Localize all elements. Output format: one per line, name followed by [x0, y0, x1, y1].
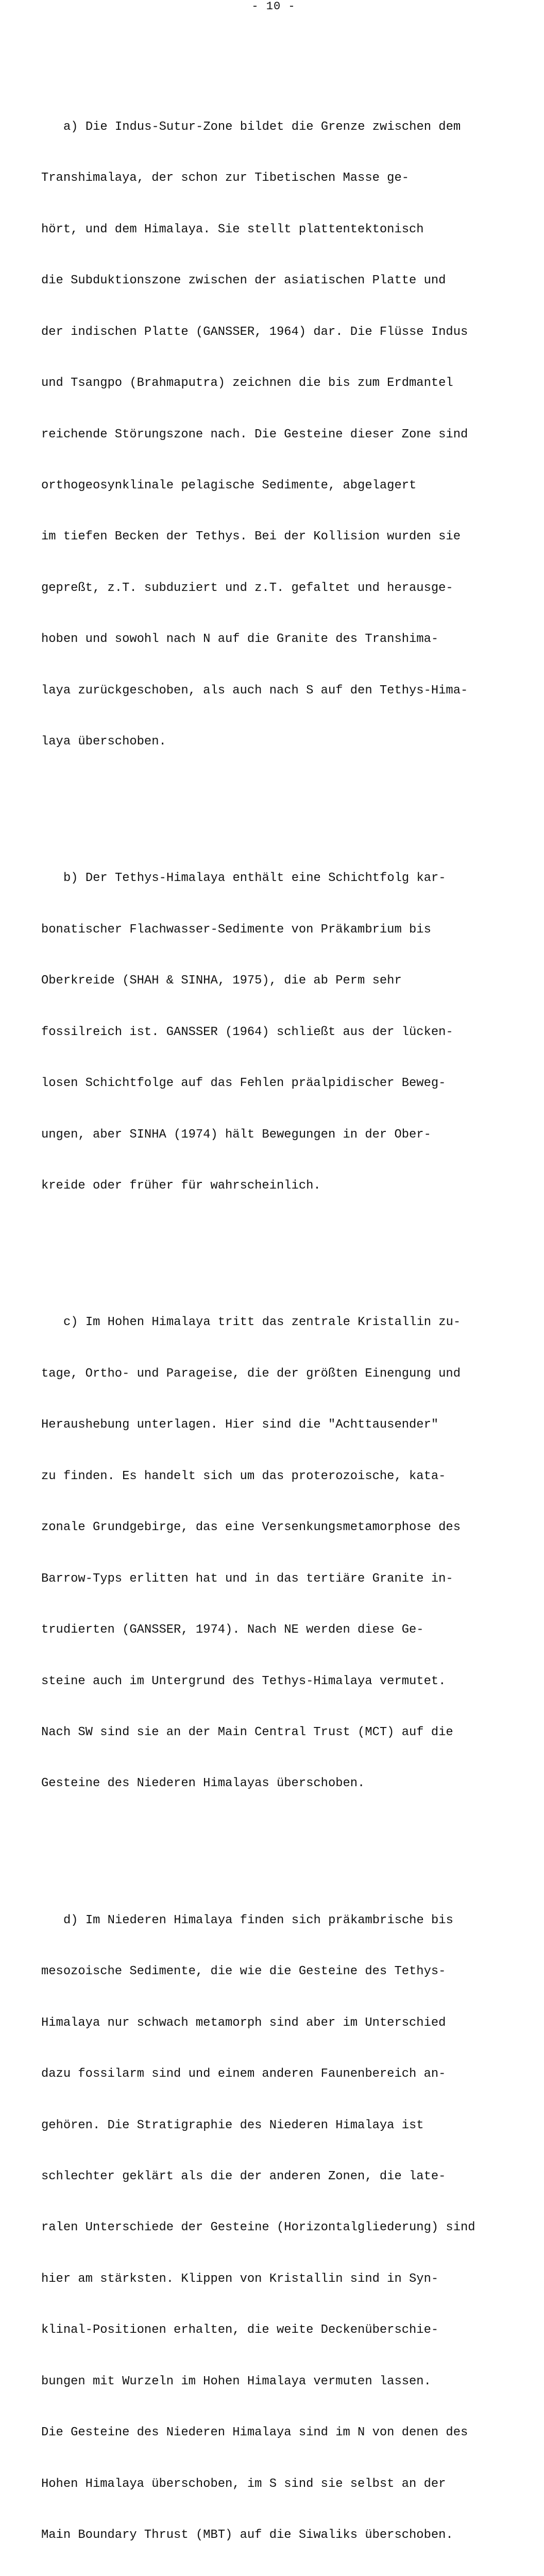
text-line: Die Gesteine des Niederen Himalaya sind im N von denen des [41, 2426, 468, 2440]
text-line: losen Schichtfolge auf das Fehlen präalpidischer Beweg- [41, 1076, 446, 1091]
text-line: Gesteine des Niederen Himalayas überschoben. [41, 1776, 365, 1791]
text-line: bungen mit Wurzeln im Hohen Himalaya vermuten lassen. [41, 2374, 431, 2388]
text-line: Nach SW sind sie an der Main Central Trust (MCT) auf die [41, 1725, 453, 1740]
text-line: hört, und dem Himalaya. Sie stellt plattentektonisch [41, 222, 424, 236]
text-line: tage, Ortho- und Parageise, die der größten Einengung und [41, 1366, 461, 1381]
text-line: Heraushebung unterlagen. Hier sind die "Achttausender" [41, 1418, 439, 1432]
text-line: Oberkreide (SHAH & SINHA, 1975), die ab Perm sehr [41, 974, 402, 988]
text-line: trudierten (GANSSER, 1974). Nach NE werden diese Ge- [41, 1623, 424, 1637]
text-line: schlechter geklärt als die der anderen Zonen, die late- [41, 2169, 446, 2183]
text-line: bonatischer Flachwasser-Sedimente von Präkambrium bis [41, 922, 431, 937]
text-line: klinal-Positionen erhalten, die weite Deckenüberschie- [41, 2323, 439, 2337]
text-line: Hohen Himalaya überschoben, im S sind sie selbst an der [41, 2477, 446, 2491]
page-number: - 10 - [251, 0, 296, 13]
text-line: Transhimalaya, der schon zur Tibetischen Masse ge- [41, 171, 410, 185]
text-line: ralen Unterschiede der Gesteine (Horizontalgliederung) sind [41, 2221, 475, 2235]
text-line: laya zurückgeschoben, als auch nach S auf den Tethys-Hima- [41, 683, 468, 698]
text-line: hier am stärksten. Klippen von Kristallin sind in Syn- [41, 2272, 439, 2286]
paragraph-c [41, 1280, 475, 1826]
document-body [41, 33, 475, 2576]
text-line: kreide oder früher für wahrscheinlich. [41, 1179, 321, 1193]
text-line: im tiefen Becken der Tethys. Bei der Kollision wurden sie [41, 530, 461, 544]
text-line: zu finden. Es handelt sich um das proterozoische, kata- [41, 1469, 446, 1483]
text-line: d) Im Niederen Himalaya finden sich präkambrische bis [63, 1913, 453, 1927]
text-line: c) Im Hohen Himalaya tritt das zentrale Kristallin zu- [63, 1315, 461, 1330]
text-line: steine auch im Untergrund des Tethys-Himalaya vermutet. [41, 1674, 446, 1688]
paragraph-a [41, 84, 475, 784]
text-line: zonale Grundgebirge, das eine Versenkungsmetamorphose des [41, 1520, 461, 1535]
text-line: b) Der Tethys-Himalaya enthält eine Schichtfolg kar- [63, 871, 446, 886]
text-line: orthogeosynklinale pelagische Sedimente, abgelagert [41, 478, 417, 493]
text-line: hoben und sowohl nach N auf die Granite des Transhima- [41, 632, 439, 647]
text-line: mesozoische Sedimente, die wie die Gesteine des Tethys- [41, 1964, 446, 1979]
text-line: Himalaya nur schwach metamorph sind aber im Unterschied [41, 2015, 446, 2030]
text-line: und Tsangpo (Brahmaputra) zeichnen die bis zum Erdmantel [41, 376, 453, 391]
text-line: Main Boundary Thrust (MBT) auf die Siwaliks überschoben. [41, 2528, 453, 2543]
text-line: die Subduktionszone zwischen der asiatischen Platte und [41, 274, 446, 288]
text-line: a) Die Indus-Sutur-Zone bildet die Grenze zwischen dem [63, 120, 461, 134]
text-line: laya überschoben. [41, 735, 166, 749]
text-line: der indischen Platte (GANSSER, 1964) dar. Die Flüsse Indus [41, 325, 468, 339]
text-line: gepreßt, z.T. subduziert und z.T. gefaltet und herausge- [41, 581, 453, 595]
text-line: gehören. Die Stratigraphie des Niederen Himalaya ist [41, 2118, 424, 2132]
paragraph-d [41, 1877, 475, 2576]
paragraph-b [41, 836, 475, 1228]
text-line: reichende Störungszone nach. Die Gesteine dieser Zone sind [41, 427, 468, 442]
text-line: dazu fossilarm sind und einem anderen Faunenbereich an- [41, 2067, 446, 2081]
text-line: ungen, aber SINHA (1974) hält Bewegungen in der Ober- [41, 1127, 431, 1142]
text-line: Barrow-Typs erlitten hat und in das tertiäre Granite in- [41, 1571, 453, 1586]
text-line: fossilreich ist. GANSSER (1964) schließt aus der lücken- [41, 1025, 453, 1039]
